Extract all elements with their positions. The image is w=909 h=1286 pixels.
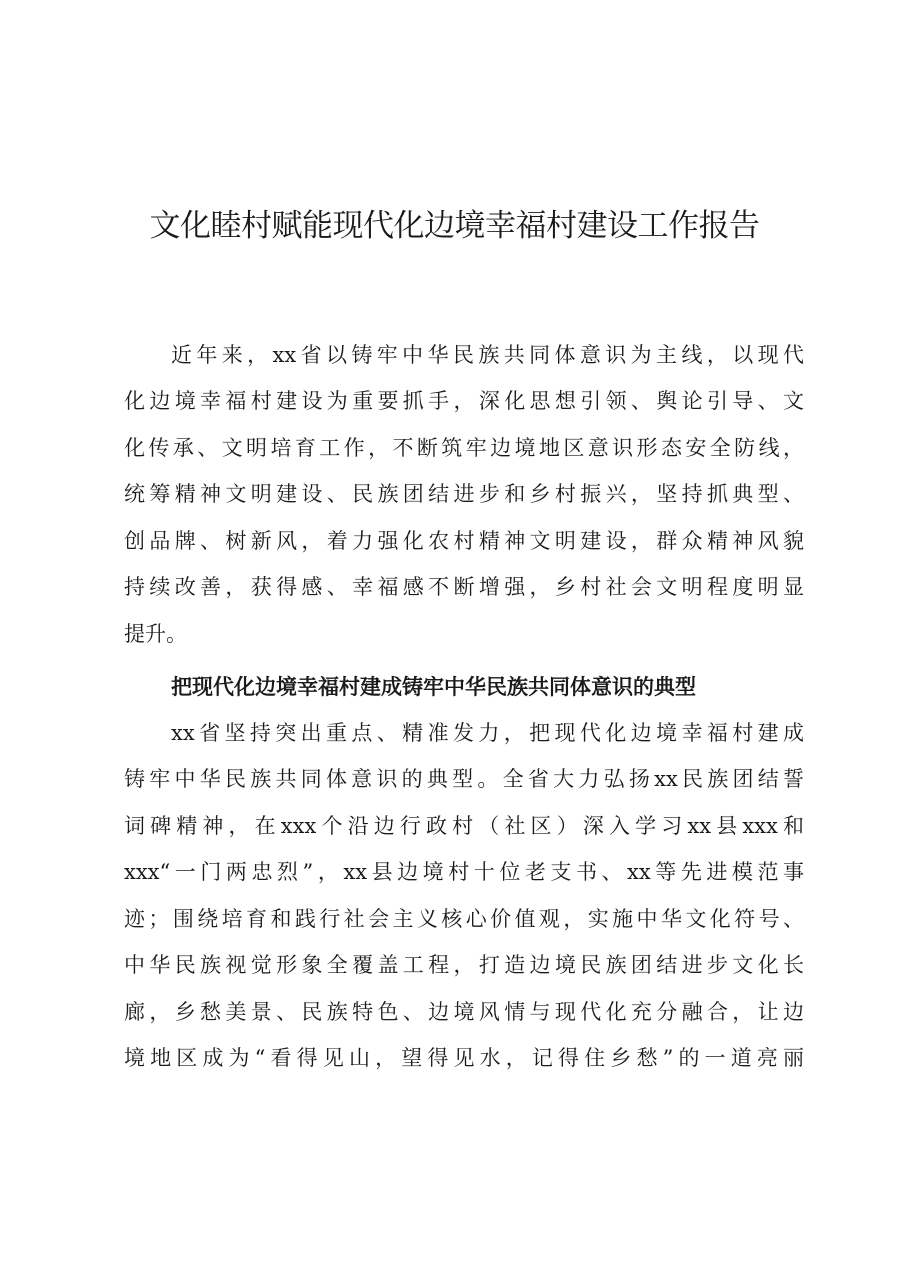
paragraph-2-line: 铸牢中华民族共同体意识的典型。全省大力弘扬xx民族团结誓 <box>124 767 804 791</box>
paragraph-2-line: xx省坚持突出重点、精准发力，把现代化边境幸福村建成 <box>171 721 804 745</box>
paragraph-2-line: 词碑精神，在xxx个沿边行政村（社区）深入学习xx县xxx和 <box>124 814 804 838</box>
paragraph-1-line: 近年来，xx省以铸牢中华民族共同体意识为主线，以现代 <box>171 343 804 367</box>
document-title: 文化睦村赋能现代化边境幸福村建设工作报告 <box>149 208 760 244</box>
paragraph-1-line: 化边境幸福村建设为重要抓手，深化思想引领、舆论引导、文 <box>124 389 804 413</box>
paragraph-2-line: xxx“一门两忠烈”，xx县边境村十位老支书、xx等先进模范事 <box>124 860 804 884</box>
paragraph-1-line: 提升。 <box>124 622 187 646</box>
paragraph-1-line: 统筹精神文明建设、民族团结进步和乡村振兴，坚持抓典型、 <box>124 482 804 506</box>
paragraph-1-line: 创品牌、树新风，着力强化农村精神文明建设，群众精神风貌 <box>124 529 804 553</box>
paragraph-1-line: 持续改善，获得感、幸福感不断增强，乡村社会文明程度明显 <box>124 575 804 599</box>
paragraph-2-line: 廊，乡愁美景、民族特色、边境风情与现代化充分融合，让边 <box>124 1000 804 1024</box>
section-heading: 把现代化边境幸福村建成铸牢中华民族共同体意识的典型 <box>171 675 696 699</box>
paragraph-1-line: 化传承、文明培育工作，不断筑牢边境地区意识形态安全防线， <box>124 436 804 460</box>
paragraph-2-line: 迹；围绕培育和践行社会主义核心价值观，实施中华文化符号、 <box>124 907 804 931</box>
paragraph-2-line: 中华民族视觉形象全覆盖工程，打造边境民族团结进步文化长 <box>124 953 804 977</box>
paragraph-2-line: 境地区成为“看得见山，望得见水，记得住乡愁”的一道亮丽 <box>124 1046 804 1070</box>
